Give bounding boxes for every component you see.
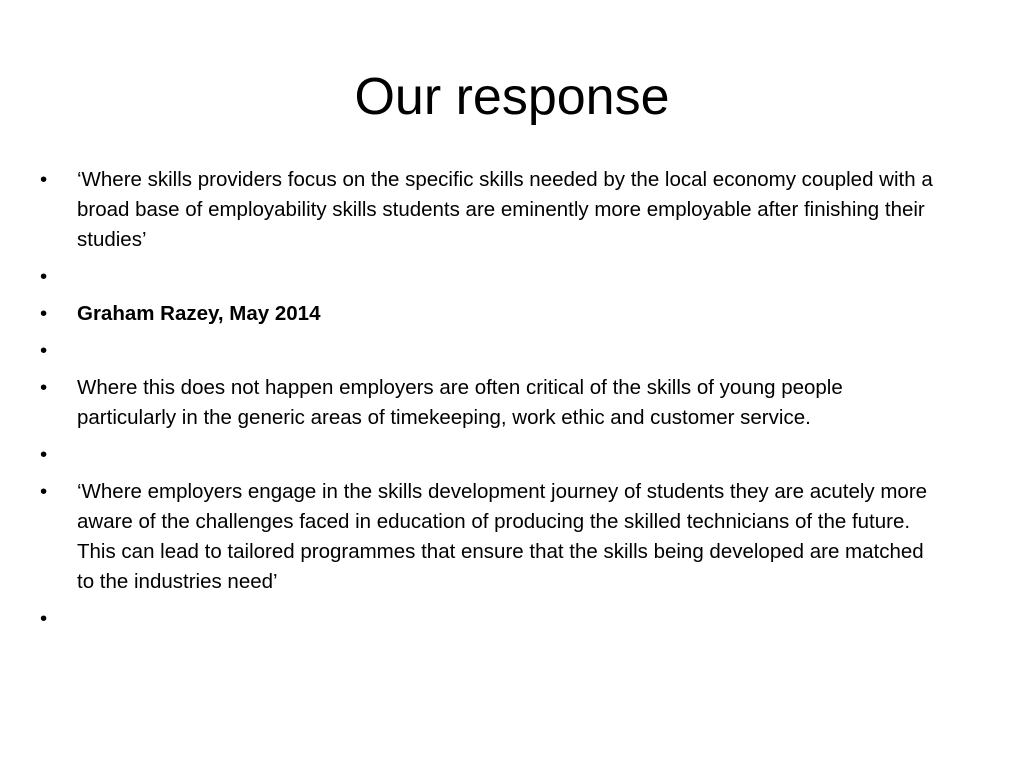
bullet-item [40, 477, 940, 597]
bullet-dot-icon: • [40, 302, 48, 325]
bullet-dot-icon: • [40, 339, 48, 362]
bullet-dot-icon: • [40, 443, 48, 466]
bullet-item [40, 165, 940, 255]
bullet-item [40, 336, 940, 366]
bullet-text: ‘Where employers engage in the skills development journey of students they are acutely more aware of the challenges faced in education of producing the skilled technicians of the future. This can lead to tailored programmes that ensure that the skills being developed are matched to the industries need’ [77, 480, 928, 593]
bullet-item [40, 604, 940, 634]
bullet-item [40, 299, 940, 329]
bullet-dot-icon: • [40, 607, 48, 630]
bullet-text-attribution: Graham Razey, May 2014 [77, 302, 321, 325]
bullet-dot-icon: • [40, 265, 48, 288]
bullet-item [40, 440, 940, 470]
bullet-item [40, 262, 940, 292]
bullet-dot-icon: • [40, 480, 48, 503]
bullet-dot-icon: • [40, 168, 48, 191]
slide-title: Our response [354, 68, 670, 126]
bullet-dot-icon: • [40, 376, 48, 399]
bullet-list [40, 165, 940, 641]
bullet-item [40, 373, 940, 433]
bullet-text: Where this does not happen employers are often critical of the skills of young people particularly in the generic areas of timekeeping, work ethic and customer service. [77, 376, 843, 429]
bullet-text: ‘Where skills providers focus on the specific skills needed by the local economy coupled with a broad base of employability skills students are eminently more employable after finishing their studies’ [77, 168, 933, 251]
